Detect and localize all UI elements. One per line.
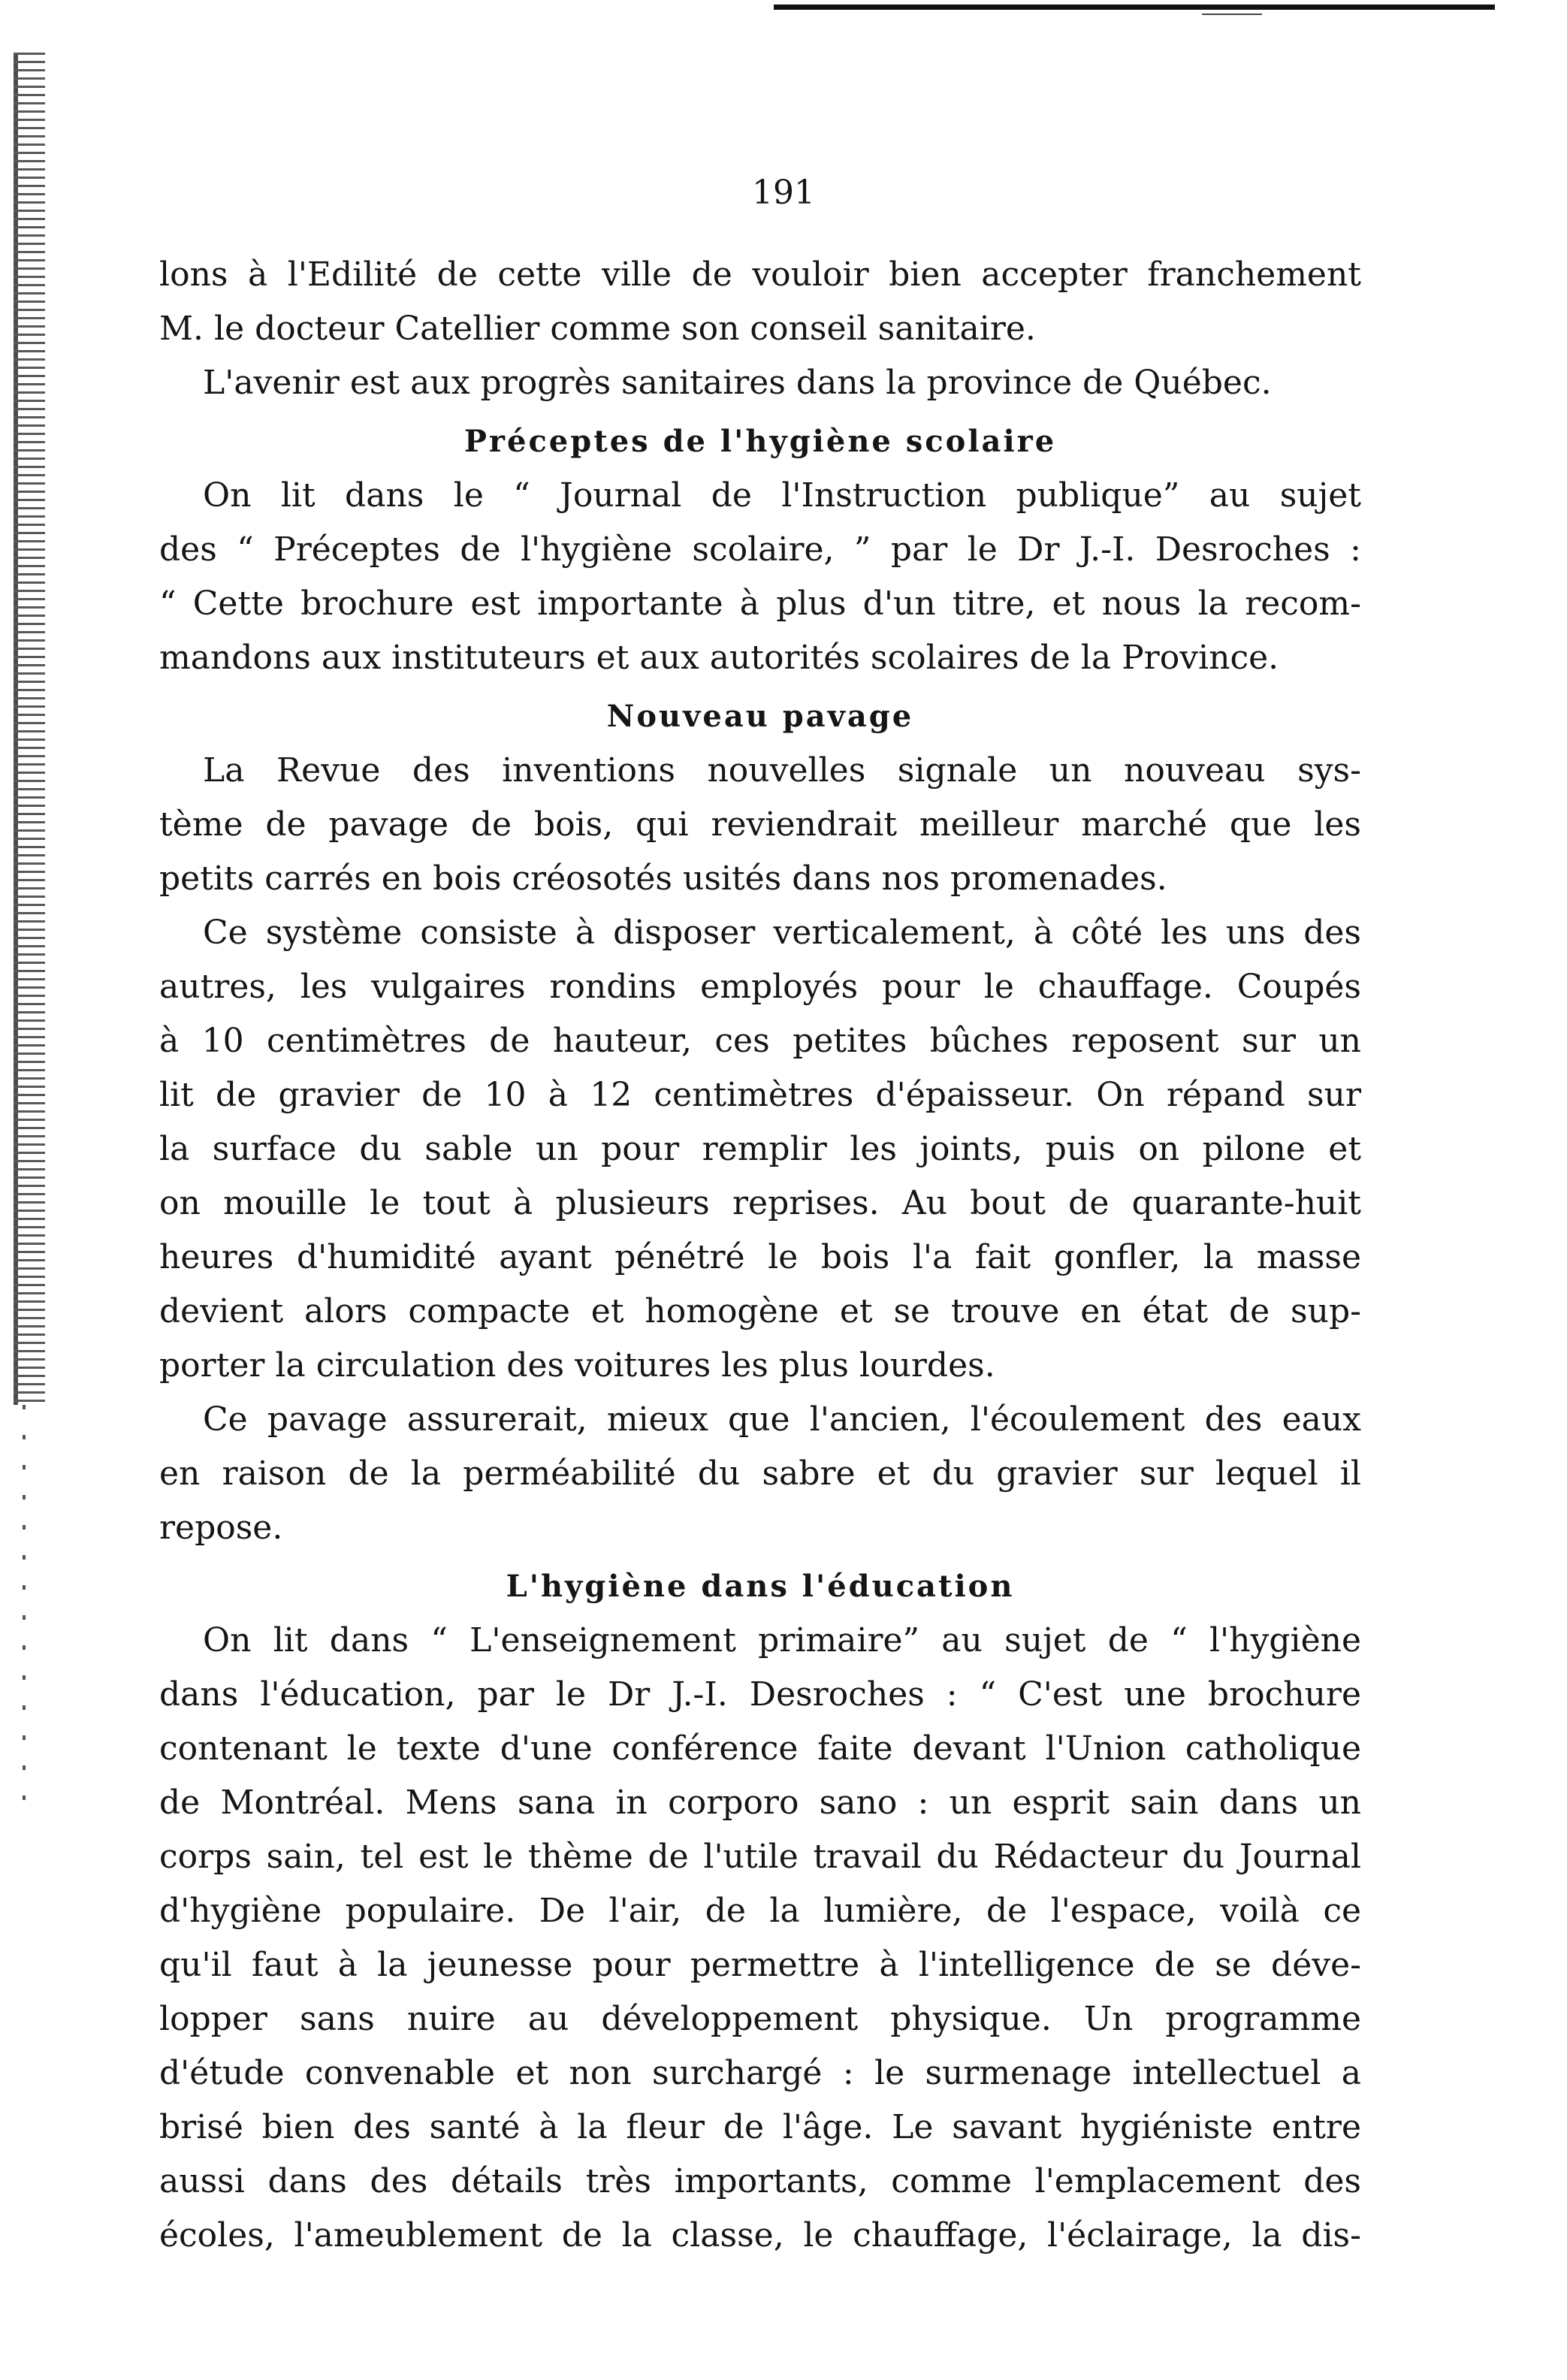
text-line: Ce système consiste à disposer verticalement, à côté les uns des xyxy=(203,914,1361,952)
text-line: corps sain, tel est le thème de l'utile travail du Rédacteur du Journal xyxy=(159,1838,1361,1876)
text-line: devient alors compacte et homogène et se trouve en état de sup- xyxy=(159,1292,1361,1330)
text-line: d'hygiène populaire. De l'air, de la lumière, de l'espace, voilà ce xyxy=(159,1892,1361,1930)
text-line: contenant le texte d'une conférence faite devant l'Union catholique xyxy=(159,1729,1361,1768)
text-line: lons à l'Edilité de cette ville de vouloir bien accepter franchement xyxy=(159,255,1361,294)
text-line: repose. xyxy=(159,1509,283,1547)
text-line: dans l'éducation, par le Dr J.-I. Desroches : “ C'est une brochure xyxy=(159,1675,1361,1714)
text-line: porter la circulation des voitures les plus lourdes. xyxy=(159,1346,995,1385)
text-line: tème de pavage de bois, qui reviendrait meilleur marché que les xyxy=(159,805,1361,844)
binding-edge-lower xyxy=(23,1405,26,1811)
text-line: petits carrés en bois créosotés usités dans nos promenades. xyxy=(159,859,1167,898)
text-line: heures d'humidité ayant pénétré le bois l'a fait gonfler, la masse xyxy=(159,1238,1361,1276)
page-body xyxy=(159,248,1361,2263)
text-line: mandons aux instituteurs et aux autorités scolaires de la Province. xyxy=(159,639,1279,677)
text-line: M. le docteur Catellier comme son conseil sanitaire. xyxy=(159,310,1036,348)
text-line: de Montréal. Mens sana in corporo sano : un esprit sain dans un xyxy=(159,1783,1361,1822)
text-line: L'avenir est aux progrès sanitaires dans la province de Québec. xyxy=(203,364,1272,402)
text-line: brisé bien des santé à la fleur de l'âge. Le savant hygiéniste entre xyxy=(159,2108,1361,2146)
top-rule xyxy=(774,5,1495,10)
top-rule-mark xyxy=(1202,14,1262,15)
text-line: On lit dans “ L'enseignement primaire” au sujet de “ l'hygiène xyxy=(203,1621,1361,1660)
text-line: lopper sans nuire au développement physique. Un programme xyxy=(159,2000,1361,2038)
text-line: des “ Préceptes de l'hygiène scolaire, ” par le Dr J.-I. Desroches : xyxy=(159,530,1361,569)
text-line: autres, les vulgaires rondins employés pour le chauffage. Coupés xyxy=(159,968,1361,1006)
text-line: “ Cette brochure est importante à plus d'un titre, et nous la recom- xyxy=(159,584,1361,623)
text-line: lit de gravier de 10 à 12 centimètres d'épaisseur. On répand sur xyxy=(159,1076,1361,1114)
text-line: aussi dans des détails très importants, comme l'emplacement des xyxy=(159,2162,1361,2200)
section-heading: Nouveau pavage xyxy=(606,699,914,734)
text-line: On lit dans le “ Journal de l'Instruction publique” au sujet xyxy=(203,476,1361,515)
text-line: la surface du sable un pour remplir les joints, puis on pilone et xyxy=(159,1130,1361,1168)
text-line: en raison de la perméabilité du sabre et du gravier sur lequel il xyxy=(159,1454,1361,1493)
binding-edge xyxy=(14,53,45,1405)
text-line: écoles, l'ameublement de la classe, le chauffage, l'éclairage, la dis- xyxy=(159,2216,1361,2255)
text-line: qu'il faut à la jeunesse pour permettre à l'intelligence de se déve- xyxy=(159,1946,1361,1984)
section-heading: L'hygiène dans l'éducation xyxy=(506,1569,1015,1604)
text-line: on mouille le tout à plusieurs reprises. Au bout de quarante-huit xyxy=(159,1184,1361,1222)
text-line: Ce pavage assurerait, mieux que l'ancien, l'écoulement des eaux xyxy=(203,1400,1361,1439)
section-heading: Préceptes de l'hygiène scolaire xyxy=(463,424,1057,459)
text-line: La Revue des inventions nouvelles signale un nouveau sys- xyxy=(203,751,1361,790)
text-line: à 10 centimètres de hauteur, ces petites bûches reposent sur un xyxy=(159,1022,1361,1060)
page-number: 191 xyxy=(752,174,815,212)
text-line: d'étude convenable et non surchargé : le surmenage intellectuel a xyxy=(159,2054,1361,2092)
